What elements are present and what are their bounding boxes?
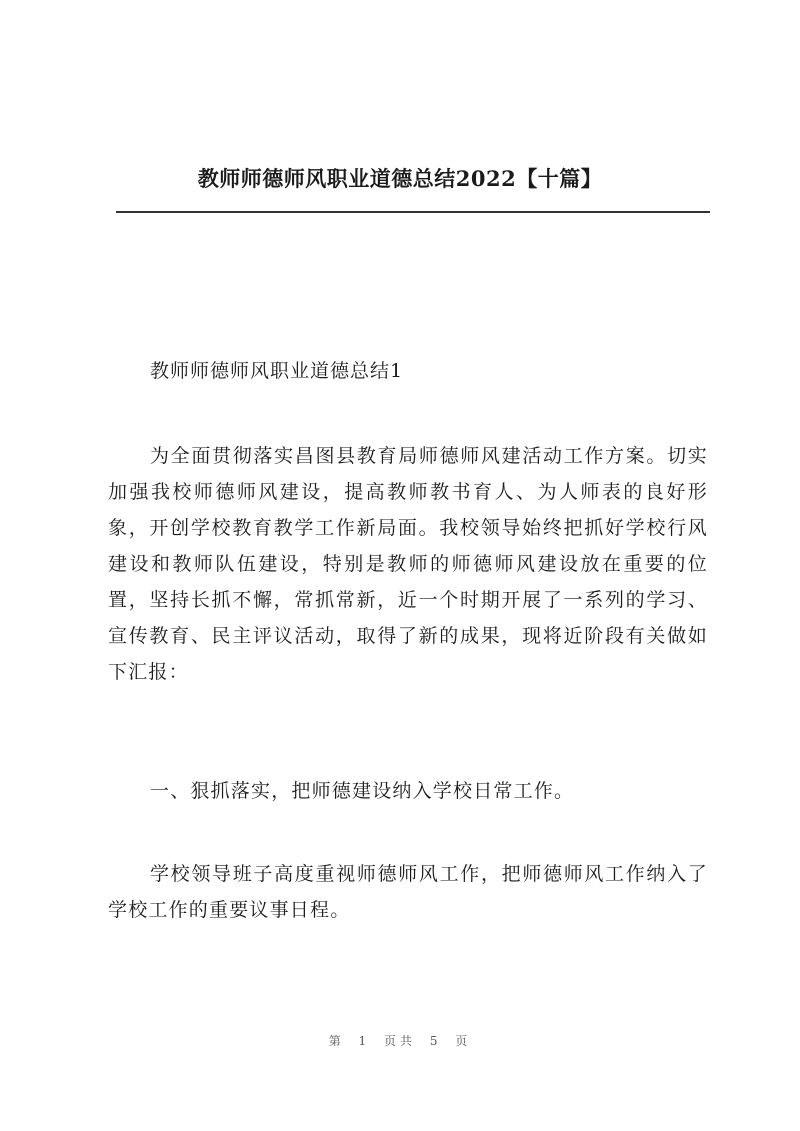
body-paragraph-2: 学校领导班子高度重视师德师风工作，把师德师风工作纳入了学校工作的重要议事日程。 (108, 863, 708, 921)
title-divider (116, 211, 710, 213)
section-heading: 教师师德师风职业道德总结1 (150, 360, 404, 382)
page-number-footer: 第 1 页共 5 页 (328, 1034, 472, 1048)
page-title: 教师师德师风职业道德总结2022【十篇】 (197, 166, 603, 191)
item-heading-1: 一、狠抓落实，把师德建设纳入学校日常工作。 (150, 780, 575, 802)
body-paragraph-1: 为全面贯彻落实昌图县教育局师德师风建活动工作方案。切实加强我校师德师风建设，提高教师教书育人、为人师表的良好形象，开创学校教育教学工作新局面。我校领导始终把抓好学校行风建设和教师队伍建设，特别是教师的师德师风建设放在重要的位置，坚持长抓不懈，常抓常新，近一个时期开展了一系列的学习、宣传教育、民主评议活动，取得了新的成果，现将近阶段有关做如下汇报： (108, 445, 708, 683)
